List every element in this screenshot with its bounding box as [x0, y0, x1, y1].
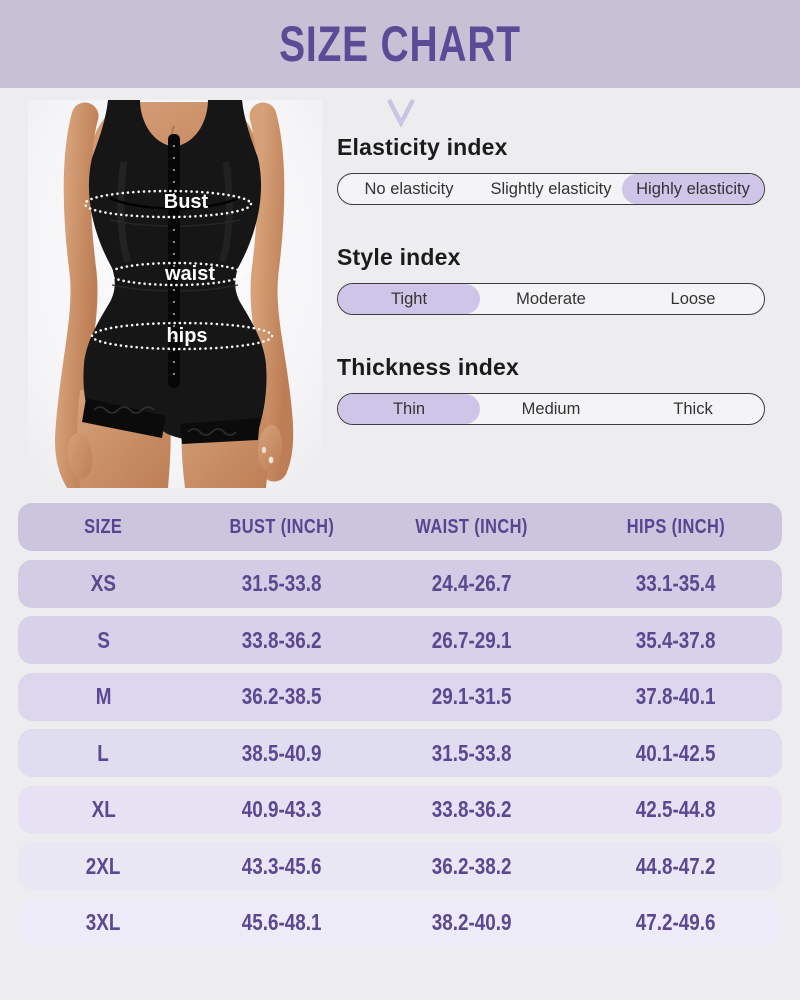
- col-size: SIZE: [84, 515, 123, 538]
- shapewear-model-photo: [28, 100, 322, 488]
- bust-value: 33.8-36.2: [241, 626, 322, 653]
- col-waist: WAIST (INCH): [415, 515, 528, 538]
- size-value: L: [97, 739, 110, 766]
- table-row-2xl: [18, 842, 782, 890]
- option-medium: Medium: [521, 399, 581, 418]
- waist-value: 36.2-38.2: [431, 852, 512, 879]
- thickness-index-title: Thickness index: [337, 354, 519, 380]
- table-row-s: [18, 616, 782, 664]
- header-band: [0, 0, 800, 88]
- bust-label: Bust: [163, 191, 209, 213]
- size-value: 2XL: [86, 852, 121, 879]
- thickness-index-scale: [337, 393, 765, 425]
- size-value: XL: [91, 796, 116, 822]
- bust-value: 43.3-45.6: [241, 852, 322, 879]
- waist-value: 26.7-29.1: [431, 626, 512, 653]
- option-tight: Tight: [338, 284, 480, 314]
- table-row-xs: [18, 560, 782, 608]
- col-hips: HIPS (INCH): [626, 515, 725, 538]
- page-title: SIZE CHART: [279, 16, 521, 72]
- table-row-m: [18, 673, 782, 721]
- hips-value: 35.4-37.8: [635, 626, 716, 653]
- table-header-row: [18, 503, 782, 551]
- waist-value: 29.1-31.5: [431, 683, 512, 709]
- index-panel: [337, 134, 765, 425]
- size-value: XS: [90, 570, 117, 596]
- hips-value: 37.8-40.1: [635, 683, 716, 709]
- waist-label: waist: [164, 263, 216, 285]
- table-row-xl: [18, 786, 782, 834]
- hips-value: 40.1-42.5: [635, 739, 716, 766]
- waist-value: 24.4-26.7: [431, 570, 512, 596]
- option-thick: Thick: [673, 399, 713, 418]
- option-highly-elasticity: Highly elasticity: [622, 174, 764, 204]
- hips-value: 33.1-35.4: [635, 570, 716, 596]
- option-no-elasticity: No elasticity: [364, 179, 454, 198]
- size-value: 3XL: [86, 909, 121, 935]
- bust-value: 38.5-40.9: [241, 739, 322, 766]
- bust-value: 31.5-33.8: [241, 570, 322, 596]
- bust-value: 36.2-38.5: [241, 683, 322, 709]
- hips-value: 47.2-49.6: [635, 909, 716, 935]
- elasticity-index-title: Elasticity index: [337, 134, 508, 160]
- waist-value: 31.5-33.8: [431, 739, 512, 766]
- size-value: M: [95, 683, 112, 709]
- table-row-l: [18, 729, 782, 777]
- option-moderate: Moderate: [516, 289, 586, 308]
- style-index-scale: [337, 283, 765, 315]
- style-index-title: Style index: [337, 244, 461, 270]
- waist-value: 38.2-40.9: [431, 909, 512, 935]
- size-table: [18, 503, 782, 955]
- bust-value: 45.6-48.1: [241, 909, 322, 935]
- hips-label: hips: [166, 325, 208, 347]
- waist-value: 33.8-36.2: [431, 796, 512, 822]
- option-thin: Thin: [338, 394, 480, 424]
- hips-value: 44.8-47.2: [635, 852, 716, 879]
- option-slightly-elasticity: Slightly elasticity: [490, 179, 612, 198]
- col-bust: BUST (INCH): [229, 515, 334, 538]
- table-row-3xl: [18, 899, 782, 947]
- chevron-down-icon: [386, 96, 416, 128]
- hips-value: 42.5-44.8: [635, 796, 716, 822]
- size-value: S: [97, 626, 110, 653]
- elasticity-index-scale: [337, 173, 765, 205]
- bust-value: 40.9-43.3: [241, 796, 322, 822]
- option-loose: Loose: [670, 289, 716, 308]
